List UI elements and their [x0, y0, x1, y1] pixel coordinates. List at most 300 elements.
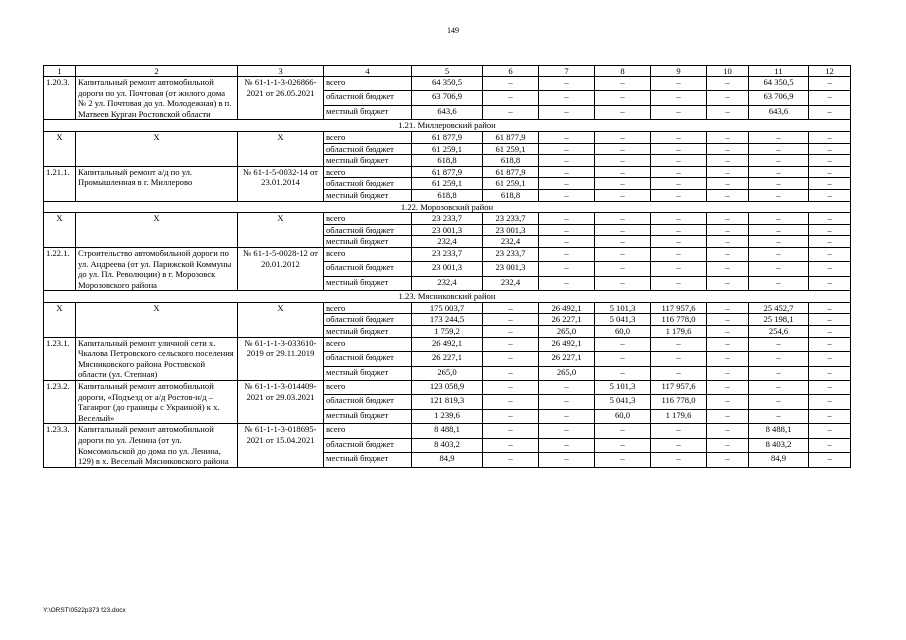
funding-source: всего	[324, 337, 412, 351]
amount-cell: –	[809, 77, 851, 91]
funding-source: местный бюджет	[324, 189, 412, 201]
amount-cell: –	[809, 247, 851, 261]
amount-cell: 117 957,6	[651, 302, 707, 314]
amount-cell: 26 227,1	[539, 352, 595, 366]
amount-cell: –	[595, 178, 651, 190]
amount-cell: –	[749, 352, 809, 366]
amount-cell: –	[707, 189, 749, 201]
amount-cell: 265,0	[539, 366, 595, 380]
amount-cell: –	[707, 166, 749, 178]
table-row	[44, 213, 851, 225]
amount-cell: –	[707, 326, 749, 338]
amount-cell: –	[483, 381, 539, 395]
amount-cell: –	[651, 189, 707, 201]
amount-cell: 8 403,2	[749, 438, 809, 452]
item-number: 1.23.1.	[44, 337, 76, 380]
amount-cell: –	[651, 131, 707, 143]
amount-cell: 618,8	[483, 155, 539, 167]
page-number: 149	[447, 26, 459, 35]
approval-document: № 61-1-1-3-018695-2021 от 15.04.2021	[238, 424, 324, 467]
approval-document: № 61-1-5-0028-12 от 20.01.2012	[238, 247, 324, 290]
amount-cell: 116 778,0	[651, 314, 707, 326]
amount-cell: –	[539, 105, 595, 119]
amount-cell: –	[595, 247, 651, 261]
amount-cell: –	[749, 224, 809, 236]
amount-cell: –	[539, 247, 595, 261]
funding-source: областной бюджет	[324, 91, 412, 105]
object-name: Х	[76, 213, 238, 248]
amount-cell: –	[595, 366, 651, 380]
amount-cell: –	[483, 91, 539, 105]
amount-cell: –	[651, 247, 707, 261]
amount-cell: –	[809, 381, 851, 395]
amount-cell: –	[651, 438, 707, 452]
amount-cell: 5 101,3	[595, 302, 651, 314]
amount-cell: 116 778,0	[651, 395, 707, 409]
amount-cell: 8 403,2	[412, 438, 483, 452]
amount-cell: 23 233,7	[412, 247, 483, 261]
amount-cell: –	[749, 247, 809, 261]
approval-document: Х	[238, 302, 324, 337]
object-name: Капитальный ремонт уличной сети х. Чкалова Петровского сельского поселения Мясниковского района Ростовской области (ул. Степная)	[76, 337, 238, 380]
amount-cell: –	[707, 155, 749, 167]
amount-cell: –	[707, 178, 749, 190]
amount-cell: –	[707, 276, 749, 290]
amount-cell: –	[539, 262, 595, 276]
amount-cell: –	[483, 438, 539, 452]
amount-cell: –	[749, 166, 809, 178]
header-cell: 4	[324, 66, 412, 77]
column-number-header	[44, 66, 851, 77]
amount-cell: –	[707, 409, 749, 423]
amount-cell: –	[539, 224, 595, 236]
amount-cell: –	[651, 262, 707, 276]
amount-cell: –	[809, 105, 851, 119]
amount-cell: –	[809, 409, 851, 423]
amount-cell: –	[539, 438, 595, 452]
amount-cell: 265,0	[412, 366, 483, 380]
budget-table	[43, 65, 851, 468]
amount-cell: –	[539, 381, 595, 395]
amount-cell: –	[483, 314, 539, 326]
funding-source: всего	[324, 166, 412, 178]
approval-document: Х	[238, 213, 324, 248]
amount-cell: –	[707, 337, 749, 351]
amount-cell: –	[483, 337, 539, 351]
amount-cell: –	[539, 395, 595, 409]
amount-cell: 61 877,9	[483, 131, 539, 143]
amount-cell: 232,4	[412, 276, 483, 290]
table-row	[44, 77, 851, 91]
amount-cell: –	[749, 236, 809, 248]
amount-cell: –	[595, 453, 651, 467]
amount-cell: 64 350,5	[412, 77, 483, 91]
item-number: Х	[44, 131, 76, 166]
amount-cell: –	[707, 381, 749, 395]
amount-cell: –	[809, 276, 851, 290]
amount-cell: –	[595, 224, 651, 236]
amount-cell: –	[539, 166, 595, 178]
amount-cell: 61 259,1	[412, 143, 483, 155]
amount-cell: –	[539, 131, 595, 143]
item-number: 1.23.2.	[44, 381, 76, 424]
amount-cell: 26 492,1	[539, 302, 595, 314]
amount-cell: –	[595, 438, 651, 452]
amount-cell: –	[651, 224, 707, 236]
amount-cell: –	[539, 178, 595, 190]
approval-document: № 61-1-1-3-026866-2021 от 26.05.2021	[238, 77, 324, 120]
amount-cell: –	[483, 302, 539, 314]
amount-cell: 173 244,5	[412, 314, 483, 326]
amount-cell: –	[483, 352, 539, 366]
item-number: 1.22.1.	[44, 247, 76, 290]
amount-cell: 123 058,9	[412, 381, 483, 395]
funding-source: областной бюджет	[324, 143, 412, 155]
amount-cell: 254,6	[749, 326, 809, 338]
amount-cell: –	[707, 453, 749, 467]
section-title: 1.22. Морозовский район	[44, 201, 851, 213]
amount-cell: 23 001,3	[412, 262, 483, 276]
funding-source: областной бюджет	[324, 262, 412, 276]
amount-cell: –	[809, 424, 851, 438]
amount-cell: –	[749, 337, 809, 351]
amount-cell: 8 488,1	[749, 424, 809, 438]
amount-cell: –	[651, 352, 707, 366]
amount-cell: 643,6	[749, 105, 809, 119]
amount-cell: –	[707, 424, 749, 438]
amount-cell: –	[483, 424, 539, 438]
amount-cell: 63 706,9	[412, 91, 483, 105]
amount-cell: –	[595, 352, 651, 366]
funding-source: областной бюджет	[324, 438, 412, 452]
amount-cell: 60,0	[595, 326, 651, 338]
amount-cell: –	[651, 236, 707, 248]
amount-cell: –	[651, 178, 707, 190]
amount-cell: –	[707, 366, 749, 380]
amount-cell: 232,4	[412, 236, 483, 248]
amount-cell: 5 041,3	[595, 314, 651, 326]
amount-cell: 643,6	[412, 105, 483, 119]
amount-cell: –	[651, 366, 707, 380]
section-title: 1.21. Миллеровский район	[44, 120, 851, 132]
amount-cell: –	[595, 213, 651, 225]
amount-cell: –	[651, 166, 707, 178]
amount-cell: –	[809, 302, 851, 314]
funding-source: областной бюджет	[324, 314, 412, 326]
amount-cell: –	[539, 236, 595, 248]
amount-cell: –	[595, 91, 651, 105]
amount-cell: –	[651, 91, 707, 105]
header-cell: 3	[238, 66, 324, 77]
amount-cell: 23 001,3	[483, 262, 539, 276]
amount-cell: –	[707, 395, 749, 409]
amount-cell: –	[539, 424, 595, 438]
amount-cell: –	[749, 381, 809, 395]
funding-source: местный бюджет	[324, 155, 412, 167]
amount-cell: –	[707, 314, 749, 326]
amount-cell: –	[749, 189, 809, 201]
amount-cell: –	[595, 77, 651, 91]
approval-document: Х	[238, 131, 324, 166]
amount-cell: –	[707, 302, 749, 314]
amount-cell: –	[595, 424, 651, 438]
amount-cell: 618,8	[412, 189, 483, 201]
amount-cell: 265,0	[539, 326, 595, 338]
amount-cell: –	[651, 155, 707, 167]
table-row	[44, 424, 851, 438]
amount-cell: 61 259,1	[412, 178, 483, 190]
amount-cell: –	[809, 314, 851, 326]
amount-cell: –	[809, 166, 851, 178]
funding-source: местный бюджет	[324, 366, 412, 380]
amount-cell: –	[749, 213, 809, 225]
header-cell: 1	[44, 66, 76, 77]
amount-cell: –	[749, 366, 809, 380]
amount-cell: –	[809, 131, 851, 143]
item-number: Х	[44, 213, 76, 248]
approval-document: № 61-1-5-0032-14 от 23.01.2014	[238, 166, 324, 201]
funding-source: местный бюджет	[324, 409, 412, 423]
amount-cell: –	[651, 337, 707, 351]
amount-cell: –	[595, 236, 651, 248]
funding-source: местный бюджет	[324, 326, 412, 338]
table-row	[44, 337, 851, 351]
amount-cell: –	[809, 395, 851, 409]
amount-cell: –	[651, 276, 707, 290]
amount-cell: –	[707, 105, 749, 119]
header-cell: 7	[539, 66, 595, 77]
amount-cell: 60,0	[595, 409, 651, 423]
table-row	[44, 247, 851, 261]
amount-cell: –	[539, 409, 595, 423]
item-number: 1.23.3.	[44, 424, 76, 467]
amount-cell: 61 877,9	[412, 166, 483, 178]
funding-source: областной бюджет	[324, 352, 412, 366]
amount-cell: –	[539, 155, 595, 167]
funding-source: всего	[324, 424, 412, 438]
amount-cell: –	[749, 276, 809, 290]
object-name: Капитальный ремонт автомобильной дороги по ул. Почтовая (от жилого дома № 2 ул. Почтовая до ул. Молодежная) в п. Матвеев Курган Ростовской области	[76, 77, 238, 120]
amount-cell: –	[539, 143, 595, 155]
amount-cell: –	[595, 155, 651, 167]
amount-cell: –	[651, 424, 707, 438]
amount-cell: 23 233,7	[483, 247, 539, 261]
amount-cell: 63 706,9	[749, 91, 809, 105]
amount-cell: 1 179,6	[651, 326, 707, 338]
object-name: Х	[76, 131, 238, 166]
amount-cell: –	[483, 366, 539, 380]
amount-cell: –	[749, 155, 809, 167]
amount-cell: –	[595, 143, 651, 155]
object-name: Капитальный ремонт автомобильной дороги, «Подъезд от а/д Ростов-н/д – Таганрог (до границы с Украиной) к х. Веселый»	[76, 381, 238, 424]
item-number: 1.21.1.	[44, 166, 76, 201]
amount-cell: –	[707, 213, 749, 225]
funding-source: всего	[324, 302, 412, 314]
amount-cell: 23 001,3	[412, 224, 483, 236]
section-heading-row	[44, 201, 851, 213]
amount-cell: 175 003,7	[412, 302, 483, 314]
amount-cell: –	[539, 77, 595, 91]
funding-source: местный бюджет	[324, 453, 412, 467]
amount-cell: –	[539, 453, 595, 467]
amount-cell: –	[483, 395, 539, 409]
amount-cell: –	[707, 91, 749, 105]
funding-source: всего	[324, 213, 412, 225]
amount-cell: 5 041,3	[595, 395, 651, 409]
amount-cell: –	[707, 143, 749, 155]
funding-source: областной бюджет	[324, 395, 412, 409]
amount-cell: 232,4	[483, 276, 539, 290]
amount-cell: –	[707, 131, 749, 143]
amount-cell: –	[539, 91, 595, 105]
header-cell: 10	[707, 66, 749, 77]
amount-cell: 61 259,1	[483, 143, 539, 155]
amount-cell: 23 233,7	[412, 213, 483, 225]
object-name: Строительство автомобильной дороги по ул. Андреева (от ул. Парижской Коммуны до ул. Пл. Революции) в г. Морозовск Морозовского района	[76, 247, 238, 290]
amount-cell: –	[809, 352, 851, 366]
amount-cell: –	[749, 143, 809, 155]
section-title: 1.23. Мясниковский район	[44, 291, 851, 303]
file-path-footer: Y:\ORST\0522p373 f23.docx	[43, 607, 126, 614]
header-cell: 12	[809, 66, 851, 77]
amount-cell: –	[809, 155, 851, 167]
amount-cell: –	[809, 366, 851, 380]
amount-cell: 61 877,9	[483, 166, 539, 178]
amount-cell: 23 233,7	[483, 213, 539, 225]
amount-cell: –	[595, 131, 651, 143]
amount-cell: –	[707, 236, 749, 248]
amount-cell: 618,8	[483, 189, 539, 201]
amount-cell: –	[539, 213, 595, 225]
amount-cell: –	[595, 166, 651, 178]
amount-cell: –	[483, 77, 539, 91]
approval-document: № 61-1-1-3-033610-2019 от 29.11.2019	[238, 337, 324, 380]
amount-cell: 1 759,2	[412, 326, 483, 338]
amount-cell: –	[483, 409, 539, 423]
funding-source: областной бюджет	[324, 224, 412, 236]
amount-cell: 64 350,5	[749, 77, 809, 91]
amount-cell: –	[809, 91, 851, 105]
amount-cell: 5 101,3	[595, 381, 651, 395]
item-number: Х	[44, 302, 76, 337]
header-cell: 5	[412, 66, 483, 77]
amount-cell: –	[809, 236, 851, 248]
amount-cell: –	[651, 213, 707, 225]
amount-cell: –	[749, 409, 809, 423]
amount-cell: –	[749, 131, 809, 143]
amount-cell: 25 452,7	[749, 302, 809, 314]
amount-cell: –	[809, 453, 851, 467]
amount-cell: –	[809, 337, 851, 351]
amount-cell: –	[809, 189, 851, 201]
header-cell: 8	[595, 66, 651, 77]
header-cell: 6	[483, 66, 539, 77]
amount-cell: –	[651, 143, 707, 155]
amount-cell: 1 239,6	[412, 409, 483, 423]
funding-source: местный бюджет	[324, 236, 412, 248]
amount-cell: 618,8	[412, 155, 483, 167]
amount-cell: –	[749, 262, 809, 276]
object-name: Капитальный ремонт а/д по ул. Промышленная в г. Миллерово	[76, 166, 238, 201]
amount-cell: –	[707, 352, 749, 366]
amount-cell: 1 179,6	[651, 409, 707, 423]
funding-source: всего	[324, 131, 412, 143]
amount-cell: –	[809, 262, 851, 276]
amount-cell: –	[809, 178, 851, 190]
object-name: Капитальный ремонт автомобильной дороги по ул. Ленина (от ул. Комсомольской до дома по ул. Ленина, 129) в х. Веселый Мясниковского района	[76, 424, 238, 467]
table-row	[44, 131, 851, 143]
amount-cell: –	[595, 189, 651, 201]
amount-cell: –	[809, 224, 851, 236]
amount-cell: –	[707, 262, 749, 276]
amount-cell: 26 492,1	[539, 337, 595, 351]
section-heading-row	[44, 120, 851, 132]
amount-cell: –	[483, 453, 539, 467]
funding-source: всего	[324, 77, 412, 91]
amount-cell: 8 488,1	[412, 424, 483, 438]
header-cell: 9	[651, 66, 707, 77]
table-row	[44, 166, 851, 178]
amount-cell: –	[707, 224, 749, 236]
budget-table-container	[43, 65, 850, 468]
amount-cell: 84,9	[412, 453, 483, 467]
amount-cell: 117 957,6	[651, 381, 707, 395]
item-number: 1.20.3.	[44, 77, 76, 120]
amount-cell: –	[595, 105, 651, 119]
table-row	[44, 302, 851, 314]
amount-cell: –	[707, 438, 749, 452]
amount-cell: 26 227,1	[412, 352, 483, 366]
amount-cell: 61 259,1	[483, 178, 539, 190]
amount-cell: 232,4	[483, 236, 539, 248]
amount-cell: –	[749, 395, 809, 409]
amount-cell: –	[651, 77, 707, 91]
amount-cell: 121 819,3	[412, 395, 483, 409]
amount-cell: –	[651, 105, 707, 119]
amount-cell: –	[809, 438, 851, 452]
amount-cell: –	[483, 105, 539, 119]
amount-cell: –	[595, 262, 651, 276]
amount-cell: –	[809, 213, 851, 225]
amount-cell: –	[809, 326, 851, 338]
amount-cell: –	[707, 247, 749, 261]
amount-cell: 25 198,1	[749, 314, 809, 326]
table-row	[44, 381, 851, 395]
amount-cell: 84,9	[749, 453, 809, 467]
amount-cell: –	[595, 337, 651, 351]
funding-source: областной бюджет	[324, 178, 412, 190]
amount-cell: 23 001,3	[483, 224, 539, 236]
amount-cell: –	[595, 276, 651, 290]
funding-source: всего	[324, 247, 412, 261]
approval-document: № 61-1-1-3-014409-2021 от 29.03.2021	[238, 381, 324, 424]
amount-cell: 26 227,1	[539, 314, 595, 326]
amount-cell: –	[809, 143, 851, 155]
amount-cell: –	[749, 178, 809, 190]
amount-cell: 26 492,1	[412, 337, 483, 351]
amount-cell: –	[651, 453, 707, 467]
amount-cell: –	[539, 276, 595, 290]
section-heading-row	[44, 291, 851, 303]
funding-source: всего	[324, 381, 412, 395]
header-cell: 11	[749, 66, 809, 77]
budget-table-body	[44, 66, 851, 468]
amount-cell: –	[483, 326, 539, 338]
object-name: Х	[76, 302, 238, 337]
header-cell: 2	[76, 66, 238, 77]
amount-cell: –	[707, 77, 749, 91]
funding-source: местный бюджет	[324, 276, 412, 290]
